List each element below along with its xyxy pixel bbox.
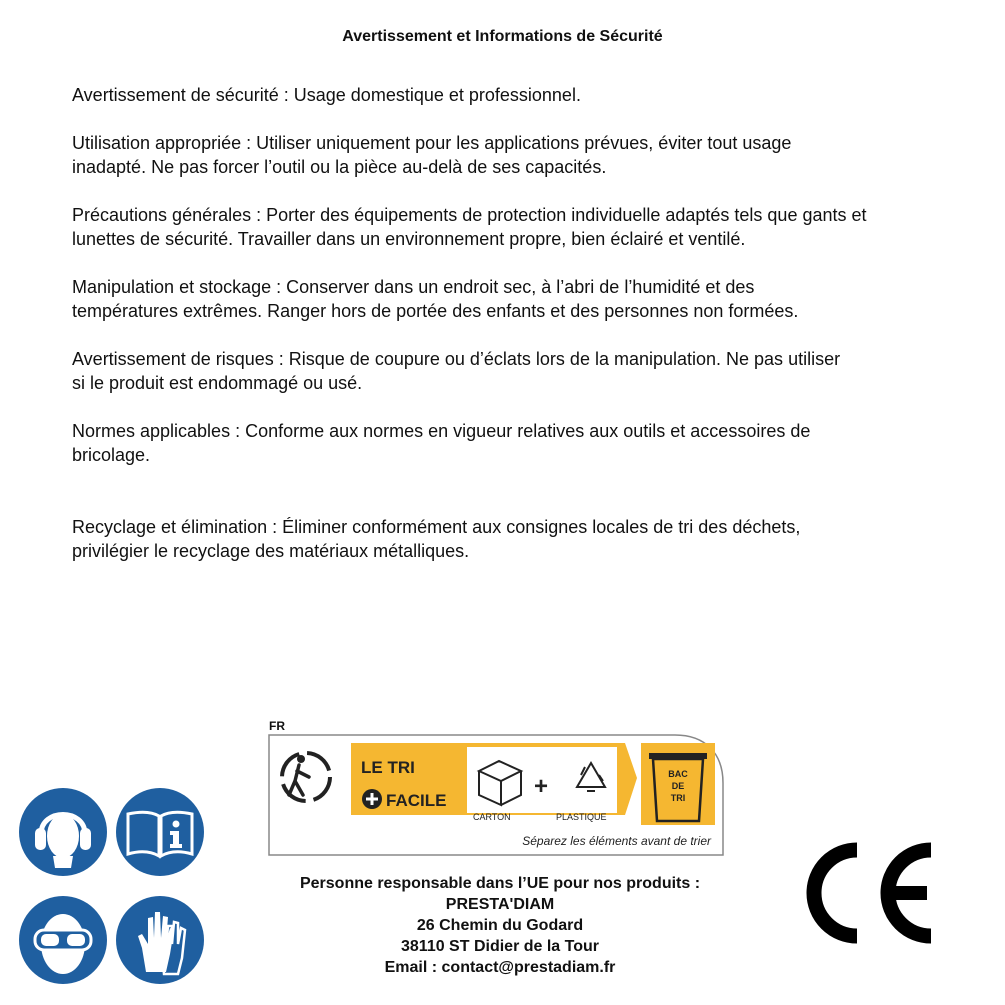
triman-caption: Séparez les éléments avant de trier [522, 834, 711, 848]
paragraph-standards: Normes applicables : Conforme aux normes en vigueur relatives aux outils et accessoires de bricolage. [72, 421, 811, 465]
protective-gloves-icon [112, 892, 208, 988]
read-manual-icon [112, 784, 208, 880]
ear-protection-icon [15, 784, 111, 880]
paragraph-risks: Avertissement de risques : Risque de coupure ou d’éclats lors de la manipulation. Ne pas utiliser si le produit est endommagé ou usé. [72, 349, 841, 393]
bin-label-2: DE [671, 781, 685, 791]
paragraph-precautions: Précautions générales : Porter des équipements de protection individuelle adaptés tels que gants et lunettes de sécurité. Travailler dans un environnement propre, bien éclairé et ventilé. [72, 205, 867, 249]
responsible-person-label: Personne responsable dans l’UE pour nos produits : [299, 875, 701, 892]
brand-line2: FACILE [386, 791, 447, 810]
address-line2: 38110 ST Didier de la Tour [401, 938, 599, 955]
paragraph-proper-use: Utilisation appropriée : Utiliser uniquement pour les applications prévues, éviter tout usage inadapté. Ne pas forcer l’outil ou la pièce au-delà de ses capacités. [72, 133, 792, 177]
address-line1: 26 Chemin du Godard [416, 917, 584, 934]
bin-label-1: BAC [668, 769, 688, 779]
bin-label-3: TRI [670, 793, 686, 803]
brand-line1: LE TRI [361, 758, 415, 777]
country-label: FR [269, 719, 285, 733]
page-title: Avertissement et Informations de Sécurité [342, 28, 663, 45]
email-line: Email : contact@prestadiam.fr [384, 959, 616, 976]
safety-text [72, 83, 972, 587]
plastic-label: PLASTIQUE [556, 812, 607, 822]
ce-mark [795, 842, 940, 944]
paragraph-recycling: Recyclage et élimination : Éliminer conformément aux consignes locales de tri des déchets, privilégier le recyclage des matériaux métalliques. [72, 517, 801, 561]
responsible-person-block [260, 873, 740, 978]
safety-goggles-icon [15, 892, 111, 988]
paragraph-usage: Avertissement de sécurité : Usage domestique et professionnel. [72, 85, 581, 105]
triman-logo [265, 733, 725, 857]
company-name: PRESTA'DIAM [445, 896, 555, 913]
plus-sign: + [534, 773, 549, 800]
paragraph-storage: Manipulation et stockage : Conserver dans un endroit sec, à l’abri de l’humidité et des températures extrêmes. Ranger hors de portée des enfants et des personnes non formées. [72, 277, 799, 321]
safety-pictograms [15, 784, 215, 994]
carton-label: CARTON [473, 812, 511, 822]
